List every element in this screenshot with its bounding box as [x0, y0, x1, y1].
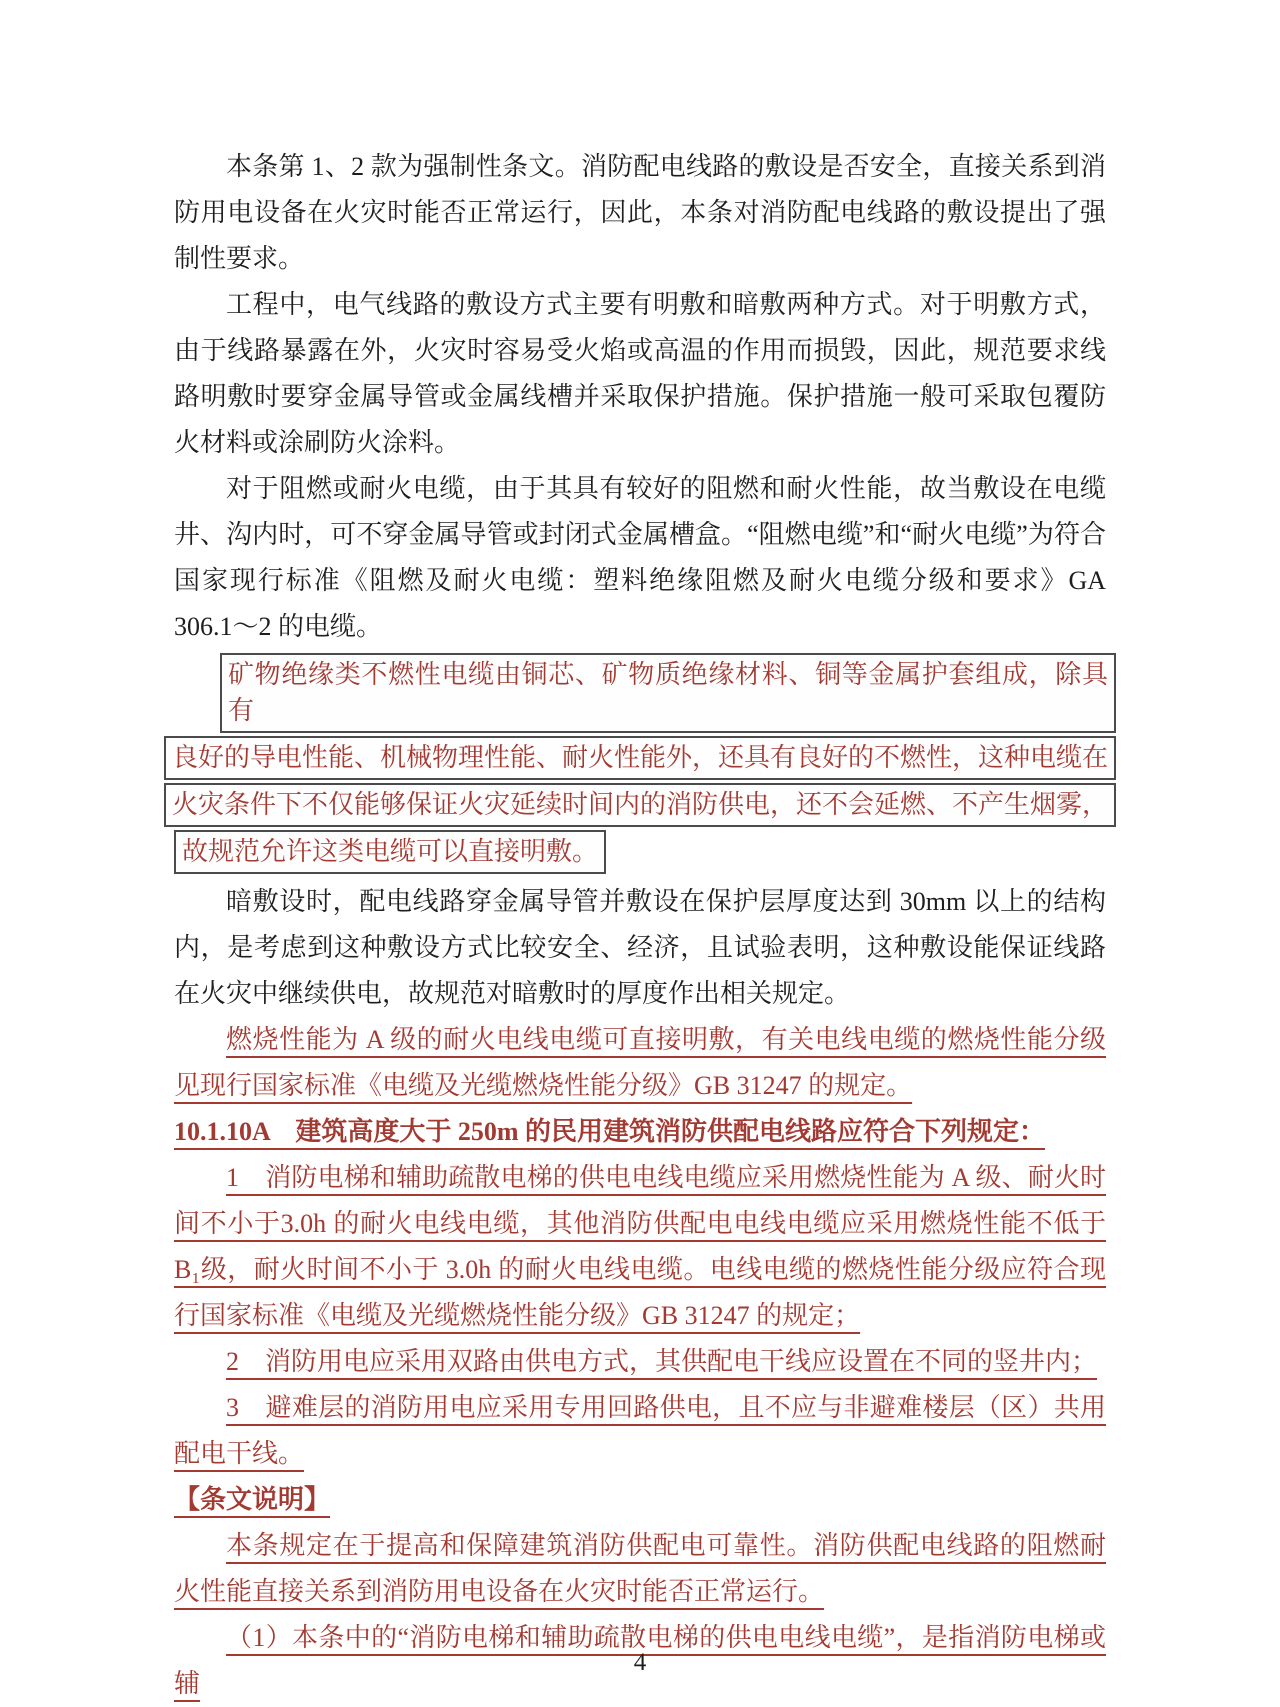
- paragraph-mandatory-clause-note: 本条第 1、2 款为强制性条文。消防配电线路的敷设是否安全，直接关系到消防用电设备在火灾时能否正常运行，因此，本条对消防配电线路的敷设提出了强制性要求。: [174, 152, 1106, 273]
- clause-item-2: 2 消防用电应采用双路由供电方式，其供配电干线应设置在不同的竖井内；: [226, 1347, 1098, 1376]
- paragraph-class-a-cable-note: 燃烧性能为 A 级的耐火电线电缆可直接明敷，有关电线电缆的燃烧性能分级见现行国家标准《电缆及光缆燃烧性能分级》GB 31247 的规定。: [174, 1025, 1106, 1100]
- page-content: [172, 144, 1109, 1707]
- page-number: 4: [633, 1649, 647, 1676]
- clause-heading-10-1-10a: 10.1.10A 建筑高度大于 250m 的民用建筑消防供配电线路应符合下列规定：: [174, 1117, 1046, 1146]
- paragraph-flame-retardant-cables: 对于阻燃或耐火电缆，由于其具有较好的阻燃和耐火性能，故当敷设在电缆井、沟内时，可不穿金属导管或封闭式金属槽盒。“阻燃电缆”和“耐火电缆”为符合国家现行标准《阻燃及耐火电缆：塑料绝缘阻燃及耐火电缆分级和要求》GA 306.1～2 的电缆。: [174, 474, 1106, 641]
- boxed-line: 故规范允许这类电缆可以直接明敷。: [174, 830, 606, 874]
- boxed-line: 矿物绝缘类不燃性电缆由铜芯、矿物质绝缘材料、铜等金属护套组成，除具有: [220, 653, 1116, 733]
- boxed-line: 良好的导电性能、机械物理性能、耐火性能外，还具有良好的不燃性，这种电缆在: [164, 736, 1116, 780]
- revision-boxed-insert: [172, 653, 1109, 874]
- paragraph-concealed-laying: 暗敷设时，配电线路穿金属导管并敷设在保护层厚度达到 30mm 以上的结构内，是考虑到这种敷设方式比较安全、经济，且试验表明，这种敷设能保证线路在火灾中继续供电，故规范对暗敷时的厚度作出相关规定。: [174, 887, 1106, 1008]
- boxed-line: 火灾条件下不仅能够保证火灾延续时间内的消防供电，还不会延燃、不产生烟雾，: [164, 783, 1116, 827]
- clause-item-3: 3 避难层的消防用电应采用专用回路供电，且不应与非避难楼层（区）共用配电干线。: [174, 1393, 1106, 1468]
- explanation-paragraph-2: （1）本条中的“消防电梯和辅助疏散电梯的供电电线电缆”，是指消防电梯或辅: [174, 1623, 1106, 1698]
- explanation-heading: 【条文说明】: [174, 1485, 331, 1514]
- explanation-paragraph-1: 本条规定在于提高和保障建筑消防供配电可靠性。消防供配电线路的阻燃耐火性能直接关系到消防用电设备在火灾时能否正常运行。: [174, 1531, 1106, 1606]
- paragraph-wiring-methods: 工程中，电气线路的敷设方式主要有明敷和暗敷两种方式。对于明敷方式，由于线路暴露在外，火灾时容易受火焰或高温的作用而损毁，因此，规范要求线路明敷时要穿金属导管或金属线槽并采取保护措施。保护措施一般可采取包覆防火材料或涂刷防火涂料。: [174, 290, 1106, 457]
- clause-item-1: 1 消防电梯和辅助疏散电梯的供电电线电缆应采用燃烧性能为 A 级、耐火时间不小于3.0h 的耐火电线电缆，其他消防供配电电线电缆应采用燃烧性能不低于 B₁级，耐火时间不小于 3.0h 的耐火电线电缆。电线电缆的燃烧性能分级应符合现行国家标准《电缆及光缆燃烧性能分级》GB 31247 的规定；: [174, 1163, 1106, 1330]
